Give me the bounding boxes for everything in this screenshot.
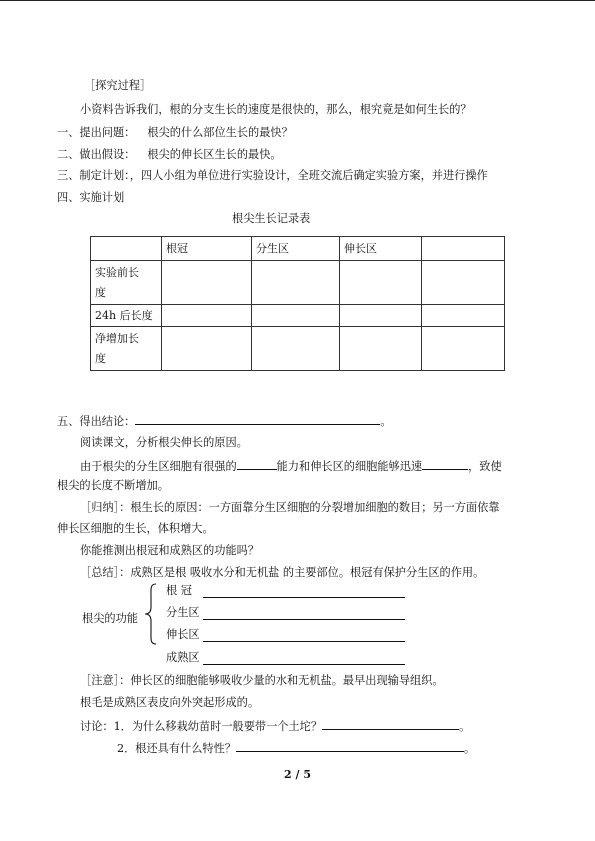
table-header-cell <box>91 237 162 261</box>
conclusion-text: ［总结］：成熟区是根 吸收水分和无机盐 的主要部位。根冠有保护分生区的作用。 <box>80 566 485 579</box>
curly-brace-icon <box>144 583 158 645</box>
table-row-label: 净增加长 度 <box>91 327 162 371</box>
function-blank[interactable] <box>203 586 405 598</box>
step-1 <box>57 126 293 140</box>
answer-blank-2[interactable] <box>236 740 464 752</box>
table-header-cell: 分生区 <box>252 237 340 261</box>
table-cell[interactable] <box>162 305 252 327</box>
step-2 <box>57 148 282 162</box>
intro-text: 小资料告诉我们，根的分支生长的速度是很快的，那么，根究竟是如何生长的？ <box>80 103 472 116</box>
functions-label: 根尖的功能 <box>82 612 138 625</box>
function-item: 成熟区 <box>166 651 200 664</box>
process-title: ［探究过程］ <box>84 79 152 92</box>
step-2-label: 二、做出假设： <box>57 148 136 161</box>
step-3-label: 三、制定计划： <box>57 169 130 182</box>
page-number: 2 / 5 <box>284 768 311 781</box>
note-text: ［注意］：伸长区的细胞能够吸收少量的水和无机盐。最早出现输导组织。 <box>80 674 444 687</box>
table-header-cell: 根冠 <box>162 237 252 261</box>
step-5: 五、得出结论： 。 <box>57 415 392 428</box>
function-blank[interactable] <box>203 630 405 642</box>
step-2-text: 根尖的伸长区生长的最快。 <box>147 148 282 161</box>
table-cell[interactable] <box>422 327 505 371</box>
discussion-q2: 2．根还具有什么特性？ 。 <box>117 742 476 755</box>
table-cell[interactable] <box>252 327 340 371</box>
cause-text-line2: 根尖的长度不断增加。 <box>57 479 169 492</box>
function-item: 分生区 <box>166 606 200 619</box>
table-header-cell <box>422 237 505 261</box>
blank-elongation[interactable] <box>422 458 468 470</box>
function-item: 伸长区 <box>166 628 200 641</box>
table-title: 根尖生长记录表 <box>232 212 311 225</box>
cause-text: 由于根尖的分生区细胞有很强的 能力和伸长区的细胞能够迅速 ，致使 <box>80 460 502 473</box>
question-text: 你能推测出根冠和成熟区的功能吗？ <box>80 544 260 557</box>
step-1-label: 一、提出问题： <box>57 126 136 139</box>
table-cell[interactable] <box>162 261 252 305</box>
table-cell[interactable] <box>340 327 422 371</box>
answer-blank-1[interactable] <box>322 718 459 730</box>
summary-line1: ［归纳］：根生长的原因：一方面靠分生区细胞的分裂增加细胞的数目；另一方面依靠 <box>80 501 500 514</box>
step-4: 四、实施计划 <box>57 191 125 204</box>
table-cell[interactable] <box>422 261 505 305</box>
discussion-q1: 讨论：1．为什么移栽幼苗时一般要带一个土坨？ 。 <box>80 720 471 733</box>
reading-text: 阅读课文，分析根尖伸长的原因。 <box>80 436 248 449</box>
table-cell[interactable] <box>252 305 340 327</box>
function-blank[interactable] <box>203 653 405 665</box>
table-cell[interactable] <box>162 327 252 371</box>
function-blank[interactable] <box>203 608 405 620</box>
conclusion-blank[interactable] <box>135 413 380 425</box>
function-item: 根 冠 <box>166 584 192 597</box>
blank-division[interactable] <box>237 458 277 470</box>
root-hair-text: 根毛是成熟区表皮向外突起形成的。 <box>80 696 260 709</box>
table-row-label: 实验前长 度 <box>91 261 162 305</box>
step-1-text: 根尖的什么部位生长的最快？ <box>147 126 293 139</box>
table-cell[interactable] <box>252 261 340 305</box>
step-3 <box>57 169 488 183</box>
table-header-cell: 伸长区 <box>340 237 422 261</box>
step-5-label: 五、得出结论： <box>57 415 136 428</box>
table-cell[interactable] <box>422 305 505 327</box>
root-growth-table <box>90 236 505 371</box>
summary-line2: 伸长区细胞的生长，体积增大。 <box>57 522 214 535</box>
table-cell[interactable] <box>340 261 422 305</box>
table-cell[interactable] <box>340 305 422 327</box>
table-row-label: 24h 后长度 <box>91 305 162 327</box>
step-3-text: ，四人小组为单位进行实验设计，全班交流后确定实验方案，并进行操作 <box>129 169 488 182</box>
page-top-rule <box>0 0 595 1</box>
